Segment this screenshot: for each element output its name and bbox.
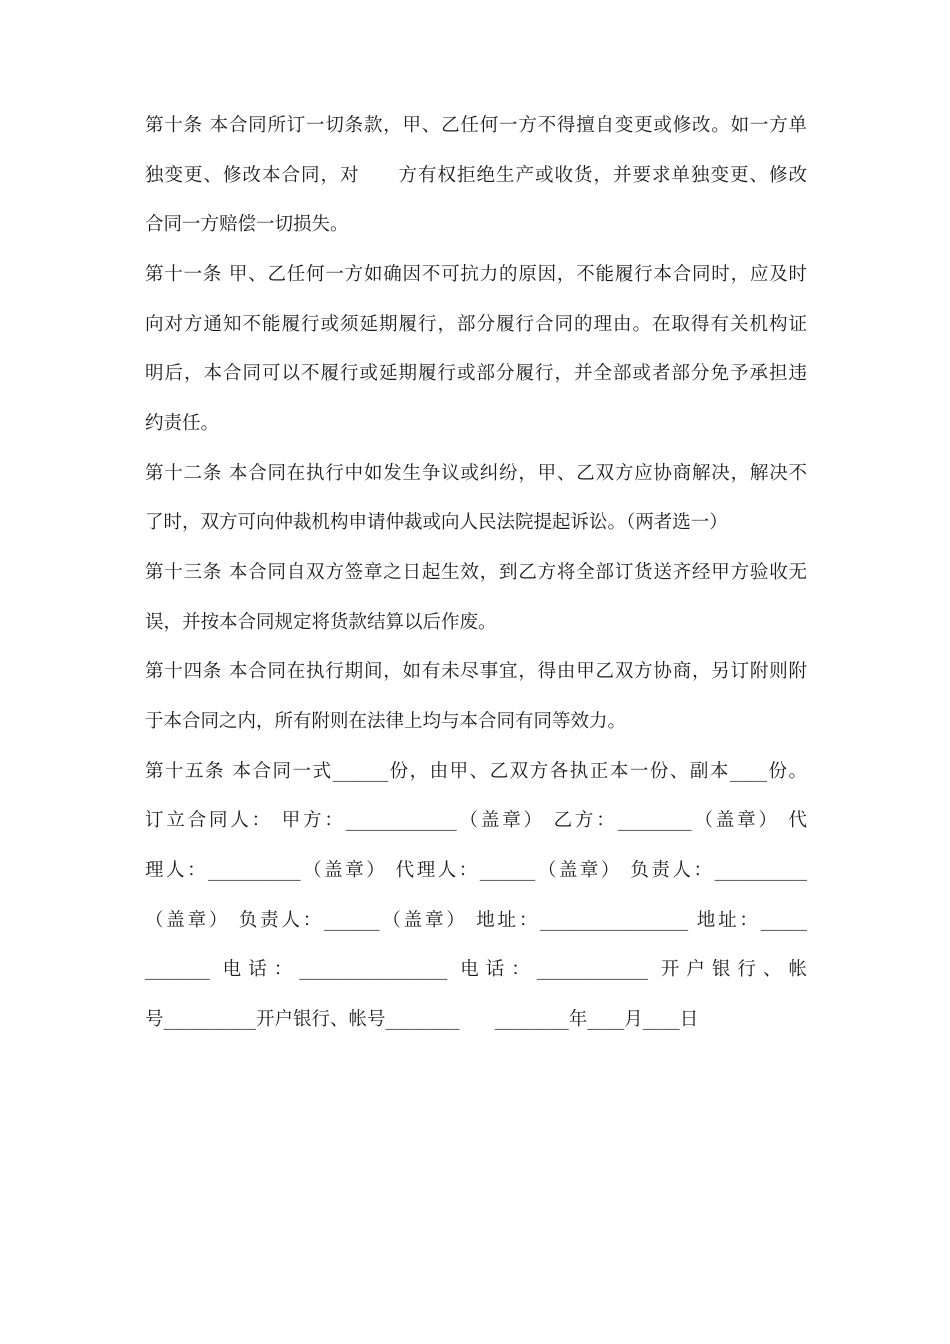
signature-line-1: 订立合同人： 甲方：____________（盖章） 乙方：________（盖章） 代: [145, 810, 807, 831]
article-11-line-1: 第十一条 甲、乙任何一方如确因不可抗力的原因，不能履行本合同时，应及时: [145, 264, 807, 285]
article-11-line-2: 向对方通知不能履行或须延期履行，部分履行合同的理由。在取得有关机构证: [145, 314, 807, 335]
article-15-line: 第十五条 本合同一式______份，由甲、乙双方各执正本一份、副本____份。: [145, 761, 807, 782]
article-12-line-1: 第十二条 本合同在执行中如发生争议或纠纷，甲、乙双方应协商解决，解决不: [145, 463, 807, 484]
article-13-line-1: 第十三条 本合同自双方签章之日起生效，到乙方将全部订货送齐经甲方验收无: [145, 562, 807, 583]
signature-line-4: _______ 电话：________________ 电话：____________ 开户银行、帐: [145, 959, 807, 980]
signature-line-3: （盖章） 负责人：______（盖章） 地址：________________ 地址：_____: [145, 910, 807, 931]
article-10-line-2: 独变更、修改本合同，对 方有权拒绝生产或收货，并要求单独变更、修改: [145, 165, 807, 186]
article-14-line-1: 第十四条 本合同在执行期间，如有未尽事宜，得由甲乙双方协商，另订附则附: [145, 661, 807, 682]
signature-line-2: 理人：__________（盖章） 代理人：______（盖章） 负责人：__________: [145, 860, 807, 881]
article-11-line-3: 明后，本合同可以不履行或延期履行或部分履行，并全部或者部分免予承担违: [145, 363, 807, 384]
article-12-line-2: 了时，双方可向仲裁机构申请仲裁或向人民法院提起诉讼。（两者选一）: [145, 512, 728, 533]
signature-line-5: 号__________开户银行、帐号________ ________年____月____日: [145, 1009, 699, 1030]
article-10-line-1: 第十条 本合同所订一切条款，甲、乙任何一方不得擅自变更或修改。如一方单: [145, 115, 807, 136]
article-11-line-4: 约责任。: [145, 413, 220, 434]
article-14-line-2: 于本合同之内，所有附则在法律上均与本合同有同等效力。: [145, 711, 627, 732]
article-13-line-2: 误，并按本合同规定将货款结算以后作废。: [145, 612, 497, 633]
article-10-line-3: 合同一方赔偿一切损失。: [145, 214, 349, 235]
